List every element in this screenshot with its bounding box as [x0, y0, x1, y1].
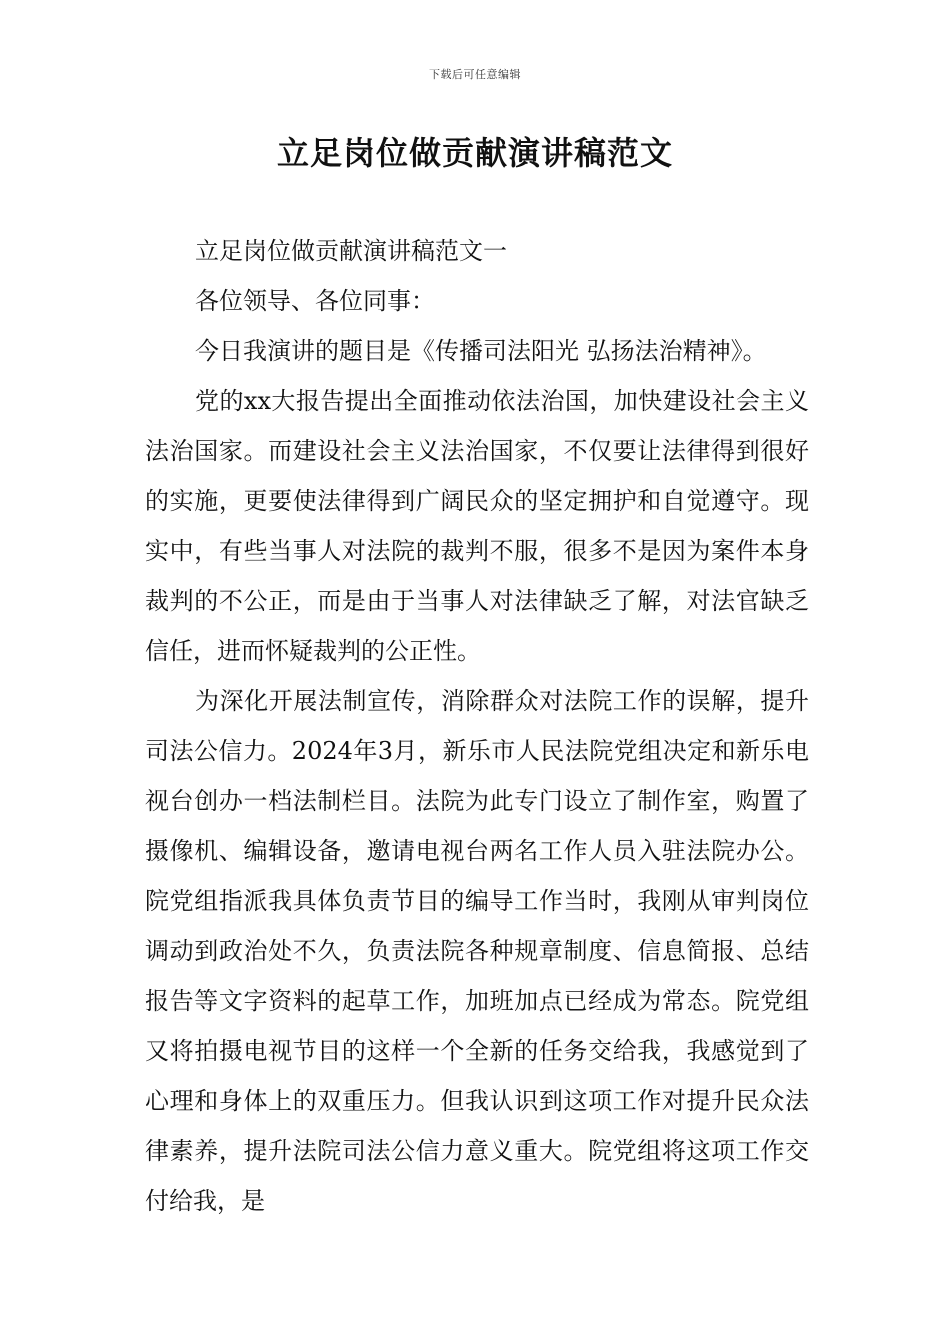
page-header-note: 下载后可任意编辑 — [429, 68, 521, 81]
body-paragraph: 党的xx大报告提出全面推动依法治国，加快建设社会主义法治国家。而建设社会主义法治国家，不仅要让法律得到很好的实施，更要使法律得到广阔民众的坚定拥护和自觉遵守。现实中，有些当事人对法院的裁判不服，很多不是因为案件本身裁判的不公正，而是由于当事人对法律缺乏了解，对法官缺乏信任，进而怀疑裁判的公正性。 — [145, 387, 809, 665]
topic-paragraph: 今日我演讲的题目是《传播司法阳光 弘扬法治精神》。 — [195, 337, 767, 365]
document-body — [145, 226, 809, 1226]
subtitle-paragraph: 立足岗位做贡献演讲稿范文一 — [195, 237, 507, 265]
document-title: 立足岗位做贡献演讲稿范文 — [276, 134, 673, 172]
body-paragraph: 为深化开展法制宣传，消除群众对法院工作的误解，提升司法公信力。2024年3月，新乐市人民法院党组决定和新乐电视台创办一档法制栏目。法院为此专门设立了制作室，购置了摄像机、编辑设备，邀请电视台两名工作人员入驻法院办公。院党组指派我具体负责节目的编导工作当时，我刚从审判岗位调动到政治处不久，负责法院各种规章制度、信息简报、总结报告等文字资料的起草工作，加班加点已经成为常态。院党组又将拍摄电视节目的这样一个全新的任务交给我，我感觉到了心理和身体上的双重压力。但我认识到这项工作对提升民众法律素养，提升法院司法公信力意义重大。院党组将这项工作交付给我，是 — [145, 687, 809, 1215]
salutation-paragraph: 各位领导、各位同事： — [195, 287, 435, 315]
